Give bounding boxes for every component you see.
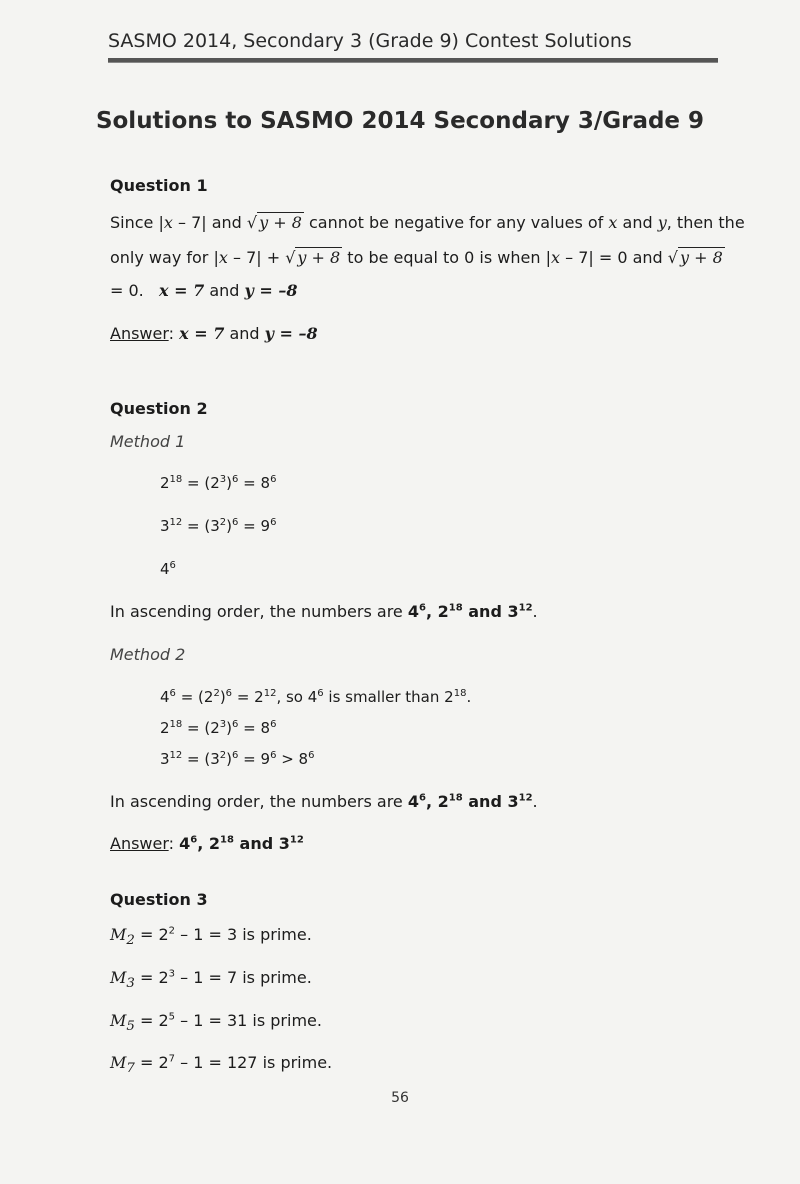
q1-answer: Answer: x = 7 and y = –8 <box>110 324 318 343</box>
q2-m2-eq-3: $3^{12} = (3^2)^6 = 9^6 > 8^6$ <box>160 750 315 768</box>
q2-m2-eq-1: $4^6 = (2^2)^6 = 2^{12}$, so $4^6$ is smaller than $2^{18}$. <box>160 688 472 706</box>
q1-line-2: only way for |x – 7| + √ y + 8 to be equal to 0 is when |x – 7| = 0 and √ y + 8 <box>110 248 723 267</box>
question-2-heading: Question 2 <box>110 399 208 418</box>
q2-m1-eq-1: $2^{18} = (2^3)^6 = 8^6$ <box>160 474 277 492</box>
running-header: SASMO 2014, Secondary 3 (Grade 9) Contest Solutions <box>108 30 632 52</box>
header-rule <box>108 58 718 63</box>
q2-m1-eq-2: $3^{12} = (3^2)^6 = 9^6$ <box>160 517 277 535</box>
page-number: 56 <box>391 1090 409 1106</box>
q2-method-1-label: Method 1 <box>110 432 186 451</box>
q2-m2-conclusion: In ascending order, the numbers are $4^6$, $2^{18}$ and $3^{12}$. <box>110 792 538 811</box>
q3-row-1: $M_2 = 2^2 - 1 = 3$ is prime. <box>110 925 312 949</box>
q1-line-3: = 0. x = 7 and y = –8 <box>110 281 298 300</box>
question-3-heading: Question 3 <box>110 890 208 909</box>
q2-m1-eq-3: $4^6$ <box>160 560 176 578</box>
q1-sqrt-3: y + 8 <box>680 248 723 267</box>
q2-answer: Answer: $4^6$, $2^{18}$ and $3^{12}$ <box>110 834 304 853</box>
q3-row-2: $M_3 = 2^3 - 1 = 7$ is prime. <box>110 968 312 992</box>
q1-sqrt-1: y + 8 <box>259 213 302 232</box>
q2-m1-conclusion: In ascending order, the numbers are $4^6$, $2^{18}$ and $3^{12}$. <box>110 602 538 621</box>
q1-sqrt-2: y + 8 <box>297 248 341 267</box>
q3-row-4: $M_7 = 2^7 - 1 = 127$ is prime. <box>110 1053 333 1077</box>
q2-m2-eq-2: $2^{18} = (2^3)^6 = 8^6$ <box>160 719 277 737</box>
page-title: Solutions to SASMO 2014 Secondary 3/Grade 9 <box>95 108 705 134</box>
q2-method-2-label: Method 2 <box>110 645 186 664</box>
question-1-heading: Question 1 <box>110 176 208 195</box>
q1-line-1: Since |x – 7| and √ y + 8 cannot be negative for any values of x and y, then the <box>110 213 745 232</box>
q3-row-3: $M_5 = 2^5 - 1 = 31$ is prime. <box>110 1011 322 1035</box>
